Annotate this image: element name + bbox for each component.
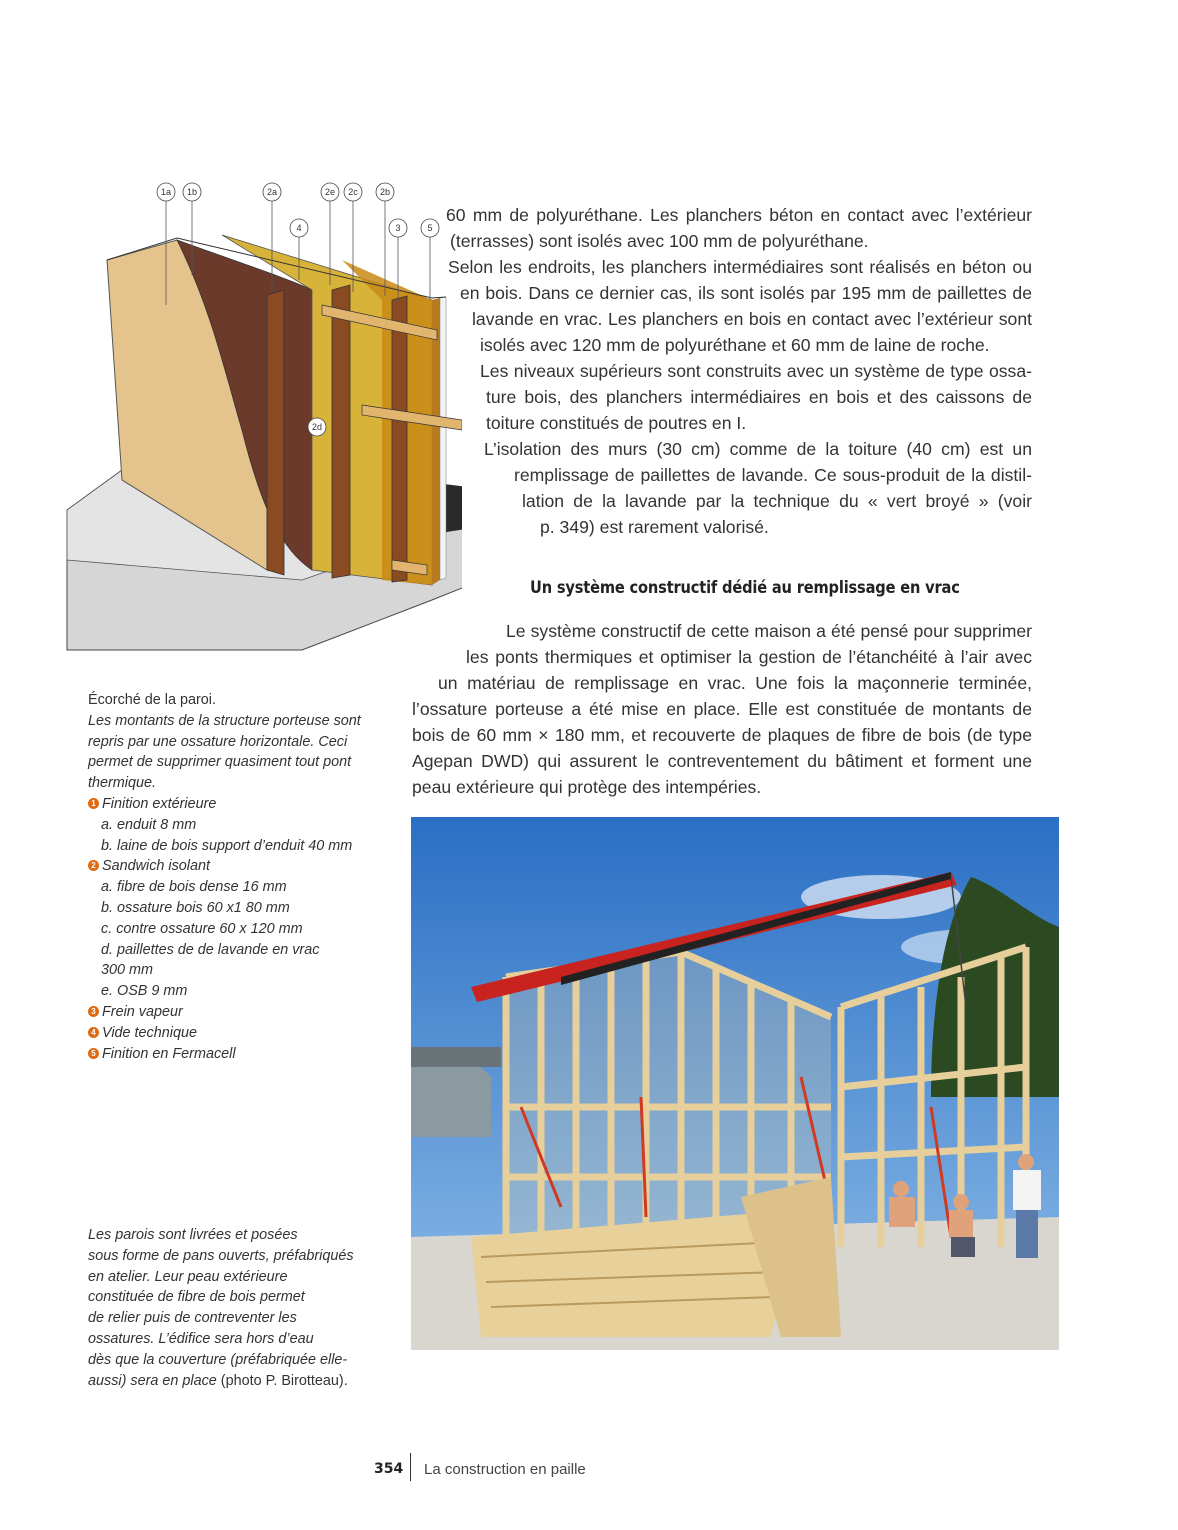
caption-title: Écorché de la paroi. [88,692,216,708]
legend-item-2: 2 Sandwich isolant [88,856,388,877]
photo-caption [88,1225,388,1391]
number-badge: 1 [88,798,99,809]
section-line: bois de 60 mm × 180 mm, et recouverte de plaques de fibre de bois (de type [412,725,1032,745]
intro-line: en bois. Dans ce dernier cas, ils sont isolés par 195 mm de paillettes de [460,283,1032,303]
label-2b: 2b [379,187,391,197]
number-badge: 2 [88,860,99,871]
wall-cutaway-diagram [62,180,462,670]
photo-caption-line: constituée de fibre de bois permet [88,1289,305,1306]
number-badge: 5 [88,1048,99,1059]
photo-caption-line: en atelier. Leur peau extérieure [88,1268,288,1285]
label-4: 4 [296,223,302,233]
legend-subitem: d. paillettes de de lavande en vrac [101,941,320,958]
footer-divider [410,1453,411,1481]
legend-item-5: 5 Finition en Fermacell [88,1044,388,1065]
legend-item-3: 3 Frein vapeur [88,1002,388,1023]
legend-item-1: 1 Finition extérieure [88,794,388,815]
label-2c: 2c [348,187,358,197]
intro-line: L’isolation des murs (30 cm) comme de la toiture (40 cm) est un [484,439,1032,459]
label-2d: 2d [311,422,323,432]
section-line: un matériau de remplissage en vrac. Une fois la maçonnerie terminée, [438,673,1032,693]
section-line: peau extérieure qui protège des intempéries. [412,777,762,797]
intro-line: lation de la lavande par la technique du « vert broyé » (voir [522,491,1032,511]
page-number: 354 [374,1461,404,1477]
intro-line: remplissage de paillettes de lavande. Ce sous-produit de la distil- [514,465,1032,485]
label-2e: 2e [324,187,336,197]
section-line: l’ossature porteuse a été mise en place. Elle est constituée de montants de [412,699,1032,719]
number-badge: 3 [88,1006,99,1017]
intro-line: p. 349) est rarement valorisé. [540,517,769,537]
intro-line: 60 mm de polyuréthane. Les planchers béton en contact avec l’extérieur [446,205,1032,225]
footer [374,1460,403,1478]
number-badge: 4 [88,1027,99,1038]
section-heading: Un système constructif dédié au remplissage en vrac [530,578,960,598]
label-2a: 2a [266,187,278,197]
construction-photo [411,817,1059,1350]
label-1b: 1b [186,187,198,197]
photo-caption-line: Les parois sont livrées et posées [88,1227,298,1243]
legend-item-4: 4 Vide technique [88,1023,388,1044]
intro-line: Les niveaux supérieurs sont construits avec un système de type ossa- [480,361,1032,381]
intro-line: ture bois, des planchers intermédiaires en bois et des caissons de [486,387,1032,407]
photo-caption-line: dès que la couverture (préfabriquée elle- [88,1351,348,1368]
label-1a: 1a [160,187,172,197]
photo-credit: (photo P. Birotteau). [220,1372,348,1389]
photo-caption-line: de relier puis de contreventer les [88,1310,297,1327]
caption-intro-line: repris par une ossature horizontale. Ceci [88,733,348,750]
photo-caption-line: ossatures. L’édifice sera hors d’eau [88,1330,314,1347]
caption-intro-line: Les montants de la structure porteuse sont [88,712,361,729]
legend-subitem: b. ossature bois 60 x1 80 mm [101,899,290,916]
section-line: Agepan DWD) qui assurent le contreventement du bâtiment et forment une [412,751,1032,771]
photo-caption-line: sous forme de pans ouverts, préfabriqués [88,1247,354,1264]
caption-intro-line: permet de supprimer quasiment tout pont [88,754,352,771]
legend-subitem: a. enduit 8 mm [101,816,197,833]
caption-intro-line: thermique. [88,775,156,792]
intro-line: isolés avec 120 mm de polyuréthane et 60 mm de laine de roche. [480,335,990,355]
legend-subitem: a. fibre de bois dense 16 mm [101,879,287,896]
diagram-caption [88,690,388,1064]
section-line: Le système constructif de cette maison a été pensé pour supprimer [506,621,1032,641]
legend-subitem: e. OSB 9 mm [101,983,188,1000]
intro-line: lavande en vrac. Les planchers en bois en contact avec l’extérieur sont [472,309,1032,329]
label-3: 3 [395,223,401,233]
intro-line: (terrasses) sont isolés avec 100 mm de polyuréthane. [450,231,869,251]
section-line: les ponts thermiques et optimiser la gestion de l’étanchéité à l’air avec [466,647,1032,667]
intro-line: Selon les endroits, les planchers intermédiaires sont réalisés en béton ou [448,257,1032,277]
book-title: La construction en paille [424,1461,586,1478]
label-5: 5 [427,223,433,233]
legend-subitem: c. contre ossature 60 x 120 mm [101,920,303,937]
legend-subitem: b. laine de bois support d’enduit 40 mm [101,837,353,854]
legend-subitem: 300 mm [101,962,153,979]
intro-line: toiture constitués de poutres en I. [486,413,747,433]
photo-caption-line: aussi) sera en place (photo P. Birotteau). [88,1372,348,1389]
